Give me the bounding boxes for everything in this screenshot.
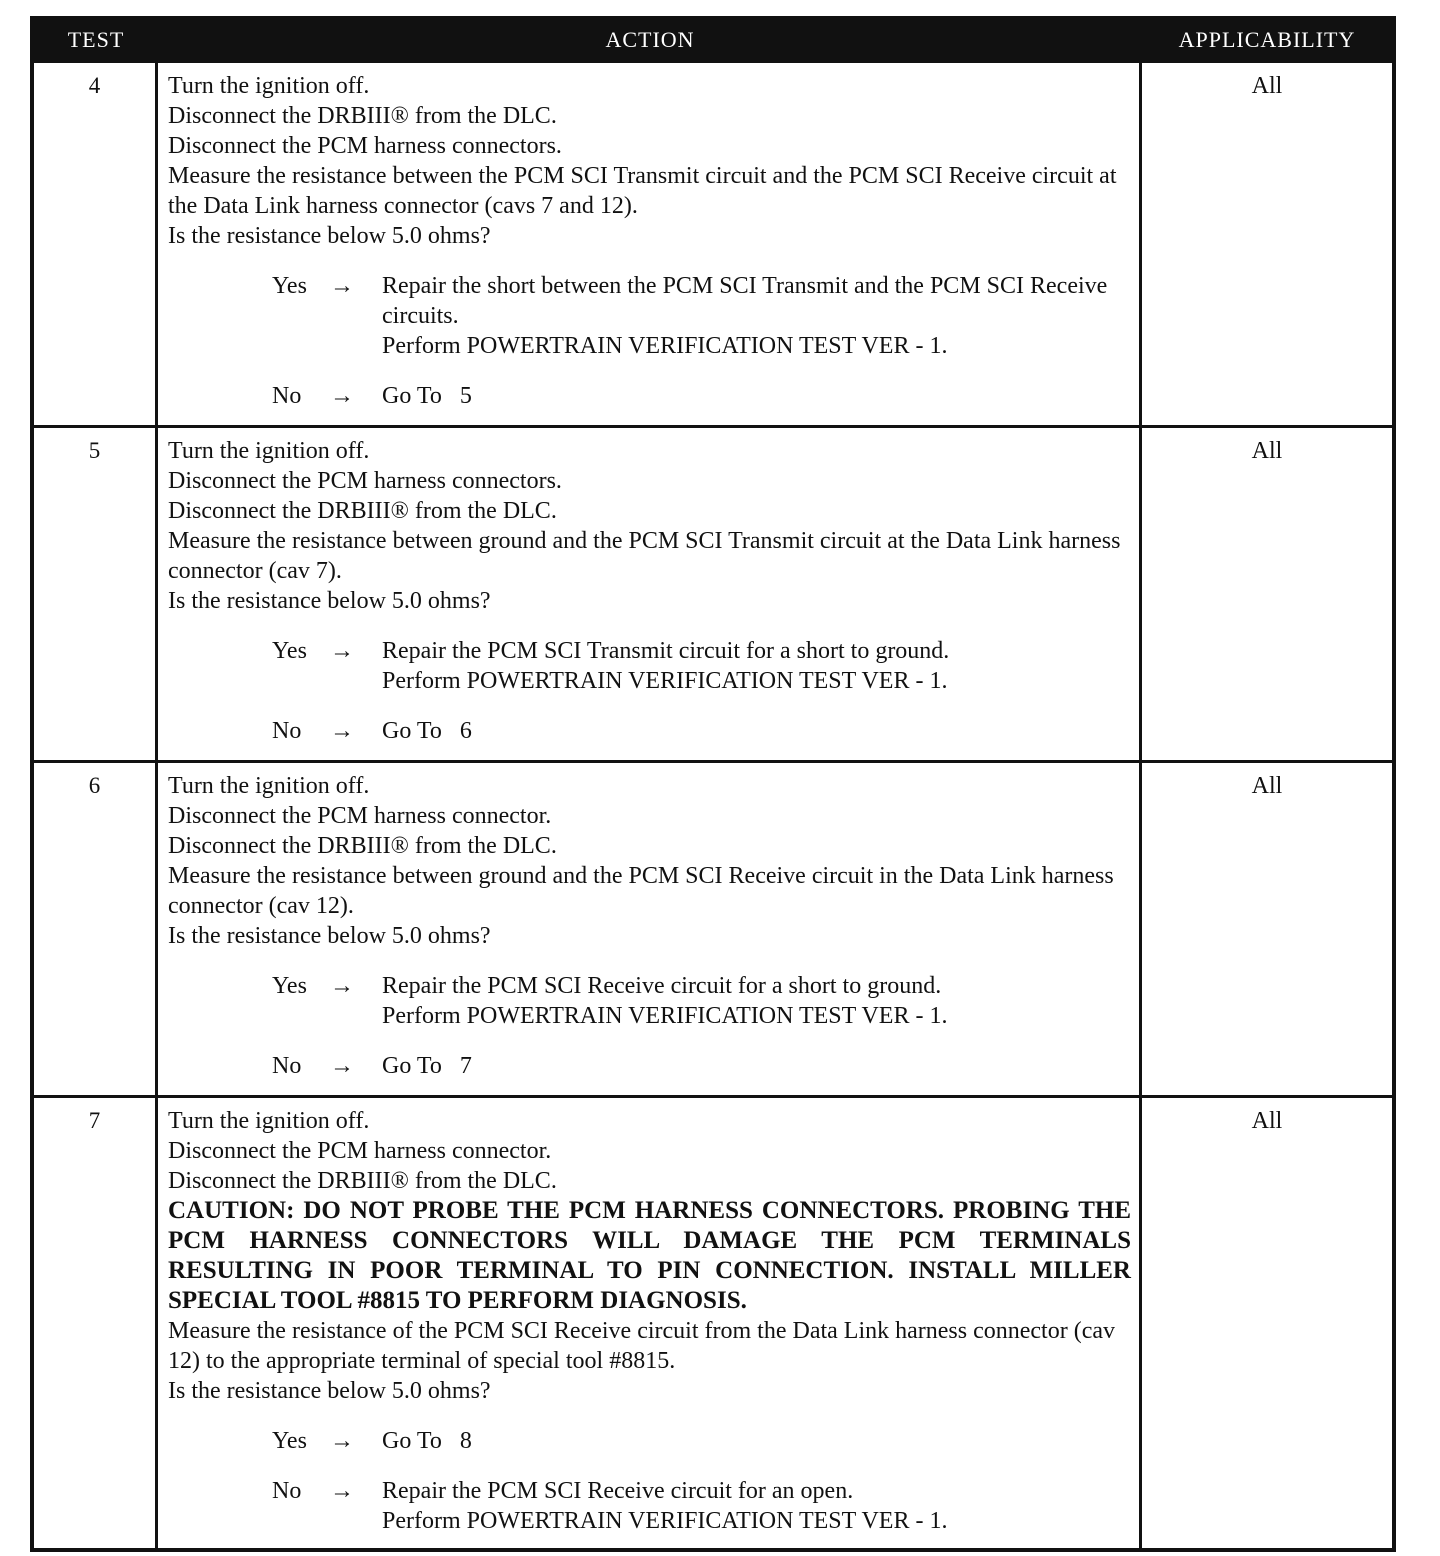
action-line: Turn the ignition off. bbox=[168, 73, 370, 99]
action-line: Disconnect the DRBIII® from the DLC. bbox=[168, 498, 557, 524]
action-line: Turn the ignition off. bbox=[168, 1108, 370, 1134]
caution-text: CAUTION: DO NOT PROBE THE PCM HARNESS CONNECTORS. PROBING THE PCM HARNESS CONNECTORS WILL DAMAGE THE PCM TERMINALS RESULTING IN POOR TERMINAL TO PIN CONNECTION. INSTALL MILLER SPECIAL TOOL #8815 TO PERFORM DIAGNOSIS. bbox=[168, 1197, 1131, 1314]
test-number: 5 bbox=[34, 428, 158, 760]
yes-branch bbox=[272, 636, 1131, 696]
action-cell bbox=[158, 1098, 1142, 1548]
no-branch bbox=[272, 1476, 1131, 1536]
action-line: Disconnect the PCM harness connectors. bbox=[168, 133, 562, 159]
no-result-line: Go To 5 bbox=[382, 383, 472, 409]
action-line: Disconnect the DRBIII® from the DLC. bbox=[168, 103, 557, 129]
arrow-icon: → bbox=[330, 273, 354, 299]
no-branch bbox=[272, 381, 1131, 411]
arrow-icon: → bbox=[330, 383, 354, 409]
yes-result-line: Repair the short between the PCM SCI Transmit and the PCM SCI Receive circuits. bbox=[382, 273, 1114, 329]
arrow-icon: → bbox=[330, 1053, 354, 1079]
yes-result-line: Perform POWERTRAIN VERIFICATION TEST VER - 1. bbox=[382, 333, 948, 359]
action-line: Is the resistance below 5.0 ohms? bbox=[168, 923, 491, 949]
no-result-line: Go To 6 bbox=[382, 718, 472, 744]
action-line: Is the resistance below 5.0 ohms? bbox=[168, 223, 491, 249]
action-line: Turn the ignition off. bbox=[168, 438, 370, 464]
arrow-icon: → bbox=[330, 1428, 354, 1454]
arrow-icon: → bbox=[330, 973, 354, 999]
action-line: Is the resistance below 5.0 ohms? bbox=[168, 1378, 491, 1404]
table-row bbox=[34, 425, 1392, 760]
applicability-cell: All bbox=[1251, 773, 1283, 799]
action-line: Disconnect the PCM harness connector. bbox=[168, 803, 552, 829]
arrow-icon: → bbox=[330, 638, 354, 664]
table-row bbox=[34, 760, 1392, 1095]
action-line: Measure the resistance between ground and the PCM SCI Receive circuit in the Data Link harness connector (cav 12). bbox=[168, 863, 1114, 919]
test-number: 7 bbox=[34, 1098, 158, 1548]
action-line: Measure the resistance between the PCM SCI Transmit circuit and the PCM SCI Receive circuit at the Data Link harness connector (cavs 7 and 12). bbox=[168, 163, 1117, 219]
applicability-cell: All bbox=[1251, 438, 1283, 464]
action-line: Disconnect the PCM harness connectors. bbox=[168, 468, 562, 494]
yes-result-line: Perform POWERTRAIN VERIFICATION TEST VER - 1. bbox=[382, 1003, 948, 1029]
applicability-cell: All bbox=[1251, 73, 1283, 99]
no-result-line: Perform POWERTRAIN VERIFICATION TEST VER - 1. bbox=[382, 1508, 948, 1534]
test-number: 4 bbox=[34, 63, 158, 425]
yes-result-line: Repair the PCM SCI Transmit circuit for a short to ground. bbox=[382, 638, 950, 664]
yes-branch bbox=[272, 1426, 1131, 1456]
no-branch bbox=[272, 716, 1131, 746]
action-cell bbox=[158, 763, 1142, 1095]
action-line: Is the resistance below 5.0 ohms? bbox=[168, 588, 491, 614]
yes-result-line: Repair the PCM SCI Receive circuit for a short to ground. bbox=[382, 973, 942, 999]
yes-label: Yes bbox=[272, 273, 307, 299]
header-test: TEST bbox=[67, 27, 125, 52]
no-label: No bbox=[272, 1478, 302, 1504]
arrow-icon: → bbox=[330, 1478, 354, 1504]
table-row bbox=[34, 60, 1392, 425]
no-branch bbox=[272, 1051, 1131, 1081]
yes-result-line: Perform POWERTRAIN VERIFICATION TEST VER - 1. bbox=[382, 668, 948, 694]
no-result-line: Repair the PCM SCI Receive circuit for an open. bbox=[382, 1478, 854, 1504]
action-cell bbox=[158, 428, 1142, 760]
diagnostic-test-table bbox=[30, 16, 1396, 1552]
action-line: Disconnect the PCM harness connector. bbox=[168, 1138, 552, 1164]
table-row bbox=[34, 1095, 1392, 1548]
applicability-cell: All bbox=[1251, 1108, 1283, 1134]
action-line: Measure the resistance of the PCM SCI Receive circuit from the Data Link harness connector (cav 12) to the appropriate terminal of special tool #8815. bbox=[168, 1318, 1116, 1374]
yes-label: Yes bbox=[272, 973, 307, 999]
arrow-icon: → bbox=[330, 718, 354, 744]
action-line: Measure the resistance between ground and the PCM SCI Transmit circuit at the Data Link harness connector (cav 7). bbox=[168, 528, 1121, 584]
action-line: Disconnect the DRBIII® from the DLC. bbox=[168, 1168, 557, 1194]
no-label: No bbox=[272, 1053, 302, 1079]
header-applicability: APPLICABILITY bbox=[1178, 27, 1356, 52]
yes-label: Yes bbox=[272, 638, 307, 664]
test-number: 6 bbox=[34, 763, 158, 1095]
table-header bbox=[34, 20, 1392, 60]
action-line: Disconnect the DRBIII® from the DLC. bbox=[168, 833, 557, 859]
yes-label: Yes bbox=[272, 1428, 307, 1454]
no-label: No bbox=[272, 718, 302, 744]
header-action: ACTION bbox=[605, 27, 695, 52]
action-line: Turn the ignition off. bbox=[168, 773, 370, 799]
yes-branch bbox=[272, 971, 1131, 1031]
action-cell bbox=[158, 63, 1142, 425]
yes-branch bbox=[272, 271, 1131, 361]
yes-result-line: Go To 8 bbox=[382, 1428, 472, 1454]
no-result-line: Go To 7 bbox=[382, 1053, 472, 1079]
no-label: No bbox=[272, 383, 302, 409]
